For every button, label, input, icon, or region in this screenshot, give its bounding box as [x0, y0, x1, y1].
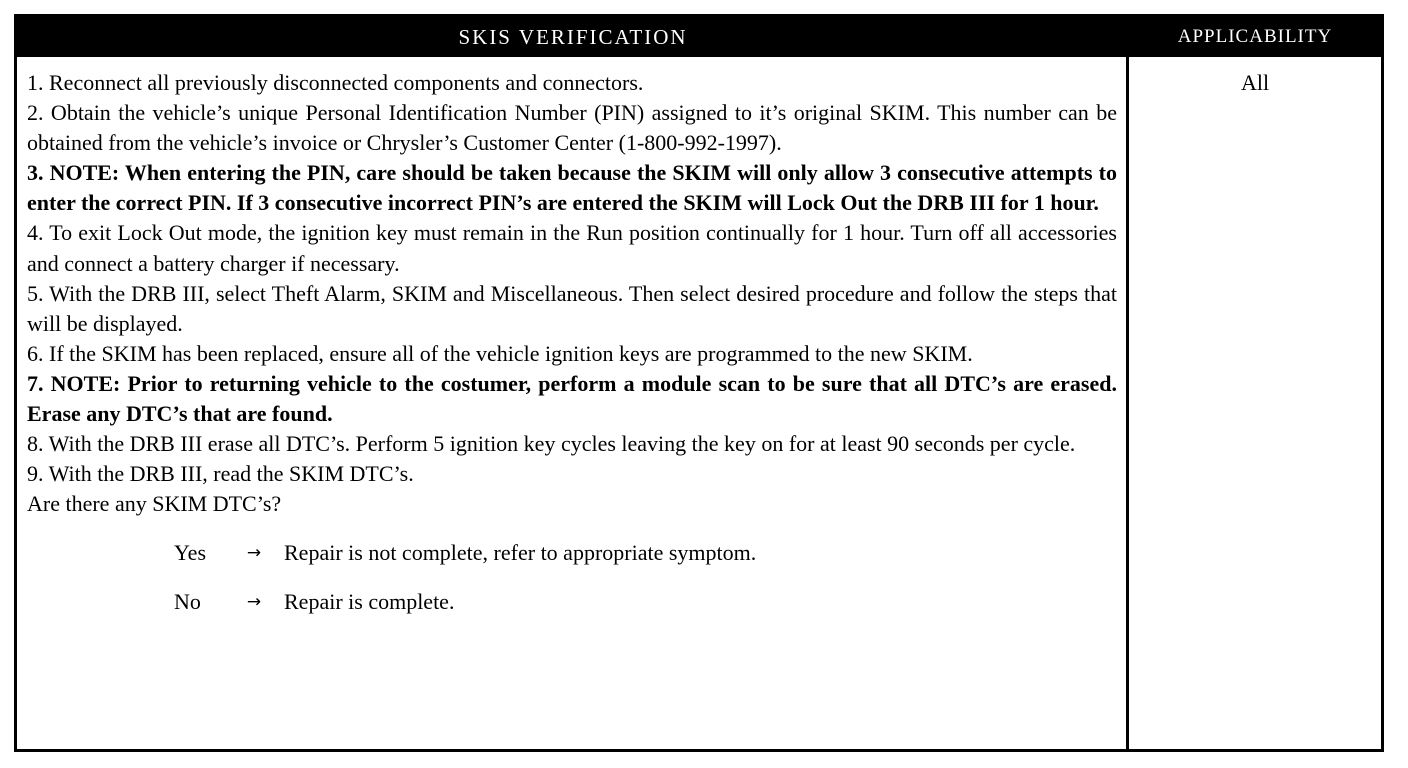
- step-2: 2. Obtain the vehicle’s unique Personal Identification Number (PIN) assigned to it’s original SKIM. This number can be obtained from the vehicle’s invoice or Chrysler’s Customer Center (1-800-992-1997).: [27, 100, 1117, 156]
- answer-yes-text: Repair is not complete, refer to appropriate symptom.: [284, 540, 757, 566]
- step-7-note: 7. NOTE: Prior to returning vehicle to the costumer, perform a module scan to be sure that all DTC’s are erased. Erase any DTC’s that are found.: [27, 370, 1117, 427]
- step-5: 5. With the DRB III, select Theft Alarm, SKIM and Miscellaneous. Then select desired procedure and follow the steps that will be displayed.: [27, 280, 1117, 336]
- step-6: 6. If the SKIM has been replaced, ensure all of the vehicle ignition keys are programmed to the new SKIM.: [27, 340, 973, 366]
- answer-no-text: Repair is complete.: [284, 589, 455, 615]
- answer-no-row: [27, 587, 1117, 617]
- arrow-right-icon: →: [246, 592, 262, 613]
- answer-yes-row: [27, 538, 1117, 568]
- answer-no-label: No: [174, 589, 201, 615]
- arrow-right-icon: →: [246, 543, 262, 564]
- step-4: 4. To exit Lock Out mode, the ignition key must remain in the Run position continually for 1 hour. Turn off all accessories and connect a battery charger if necessary.: [27, 220, 1117, 276]
- step-3-note: 3. NOTE: When entering the PIN, care should be taken because the SKIM will only allow 3 consecutive attempts to enter the correct PIN. If 3 consecutive incorrect PIN’s are entered the SKIM will Lock Out the DRB III for 1 hour.: [27, 160, 1117, 216]
- column-divider: [1126, 57, 1129, 749]
- step-1: 1. Reconnect all previously disconnected components and connectors.: [27, 70, 644, 95]
- verification-column-header: SKIS VERIFICATION: [458, 25, 688, 49]
- question: Are there any SKIM DTC’s?: [27, 491, 282, 517]
- applicability-cell: All: [1240, 70, 1270, 95]
- step-9: 9. With the DRB III, read the SKIM DTC’s.: [27, 461, 414, 487]
- applicability-column-header: APPLICABILITY: [1177, 26, 1333, 47]
- table-header-row: [17, 17, 1381, 57]
- verification-steps-cell: [27, 68, 1117, 636]
- skis-verification-table: [14, 14, 1384, 752]
- answer-list: [27, 538, 1117, 617]
- step-8: 8. With the DRB III erase all DTC’s. Perform 5 ignition key cycles leaving the key on for at least 90 seconds per cycle.: [27, 431, 1076, 457]
- answer-yes-label: Yes: [174, 540, 207, 566]
